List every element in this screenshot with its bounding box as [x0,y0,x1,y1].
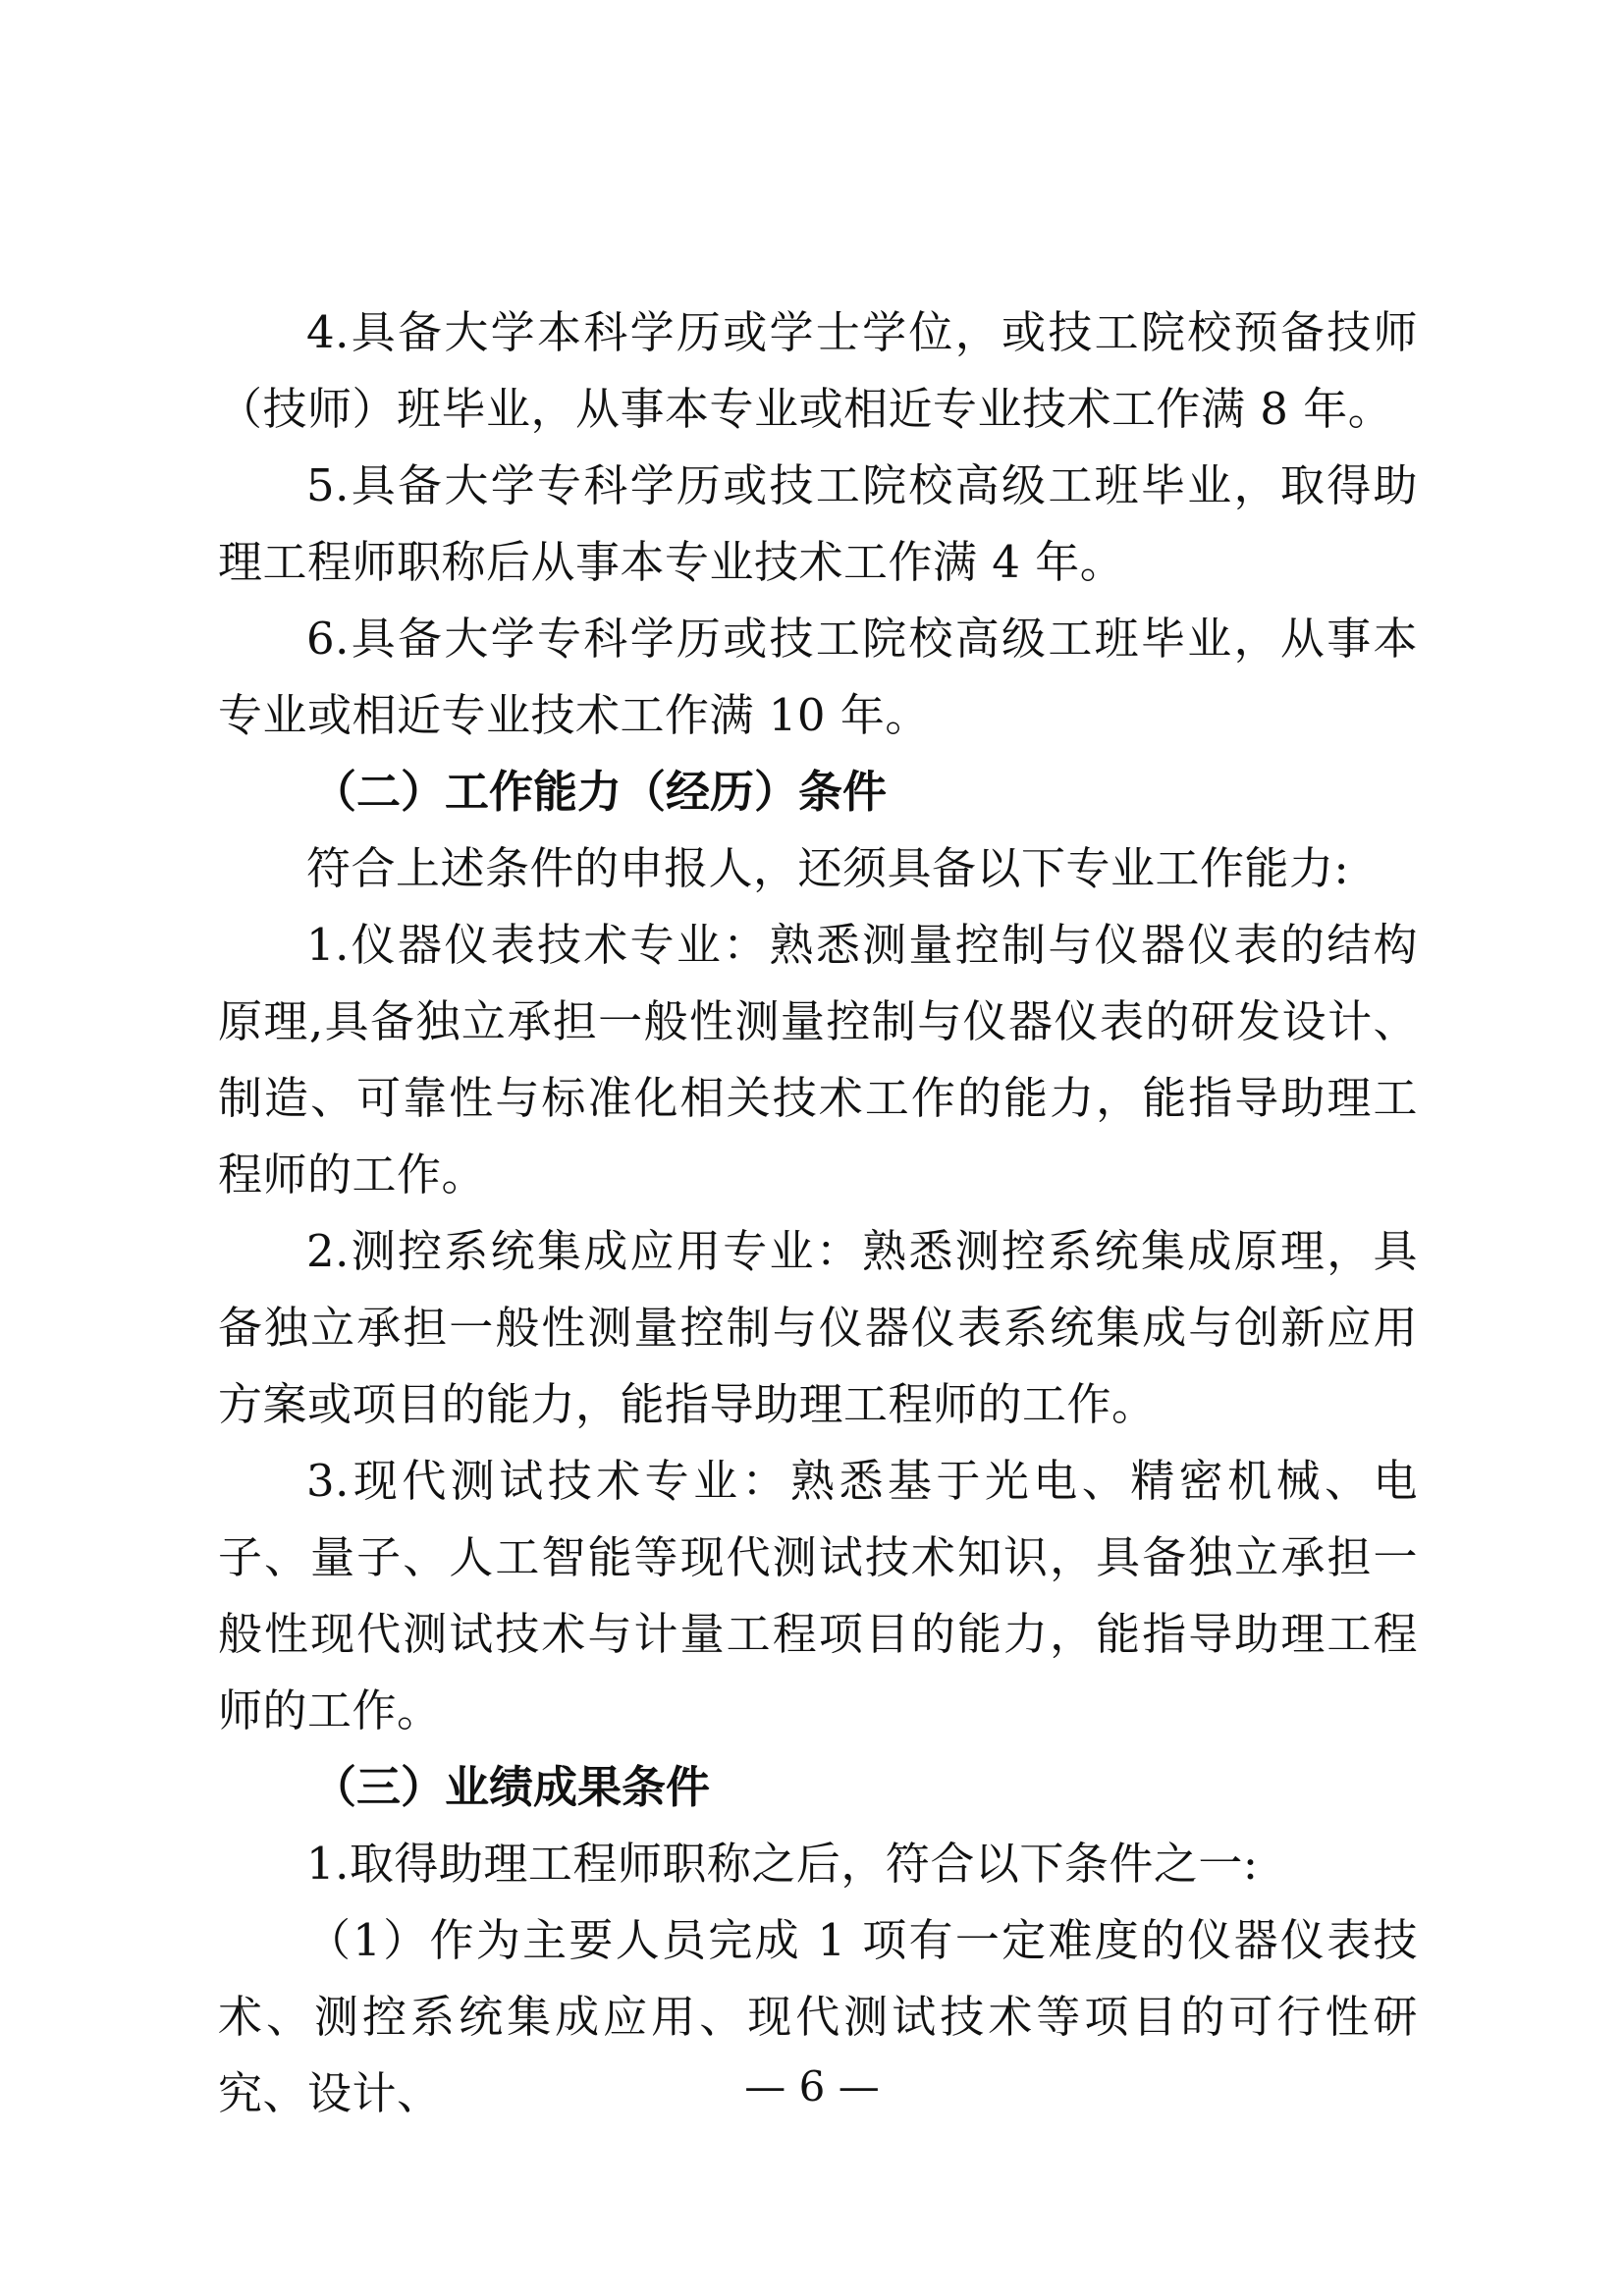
page-number: — 6 — [744,2062,880,2110]
section-heading-achievements: （三）业绩成果条件 [312,1761,711,1813]
paragraph-requirement-5: 5.具备大学专科学历或技工院校高级工班毕业，取得助理工程师职称后从事本专业技术工作满 4 年。 [218,459,1418,588]
paragraph-ability-3: 3.现代测试技术专业：熟悉基于光电、精密机械、电子、量子、人工智能等现代测试技术知识，具备独立承担一般性现代测试技术与计量工程项目的能力，能指导助理工程师的工作。 [218,1455,1418,1736]
paragraph-ability-2: 2.测控系统集成应用专业：熟悉测控系统集成原理，具备独立承担一般性测量控制与仪器仪表系统集成与创新应用方案或项目的能力，能指导助理工程师的工作。 [218,1225,1418,1430]
paragraph-achievement-1: 1.取得助理工程师职称之后，符合以下条件之一: [306,1838,1259,1890]
paragraph-requirement-6: 6.具备大学专科学历或技工院校高级工班毕业，从事本专业或相近专业技术工作满 10 年。 [218,613,1418,741]
paragraph-ability-intro: 符合上述条件的申报人，还须具备以下专业工作能力: [306,842,1350,894]
document-body [218,294,1418,2132]
paragraph-achievement-1-item-1: （1）作为主要人员完成 1 项有一定难度的仪器仪表技术、测控系统集成应用、现代测试技术等项目的可行性研究、设计、 [218,1914,1418,2119]
section-heading-work-ability: （二）工作能力（经历）条件 [312,766,888,818]
paragraph-requirement-4: 4.具备大学本科学历或学士学位，或技工院校预备技师（技师）班毕业，从事本专业或相近专业技术工作满 8 年。 [218,306,1418,435]
paragraph-ability-1: 1.仪器仪表技术专业：熟悉测量控制与仪器仪表的结构原理,具备独立承担一般性测量控制与仪器仪表的研发设计、制造、可靠性与标准化相关技术工作的能力，能指导助理工程师的工作。 [218,919,1418,1201]
